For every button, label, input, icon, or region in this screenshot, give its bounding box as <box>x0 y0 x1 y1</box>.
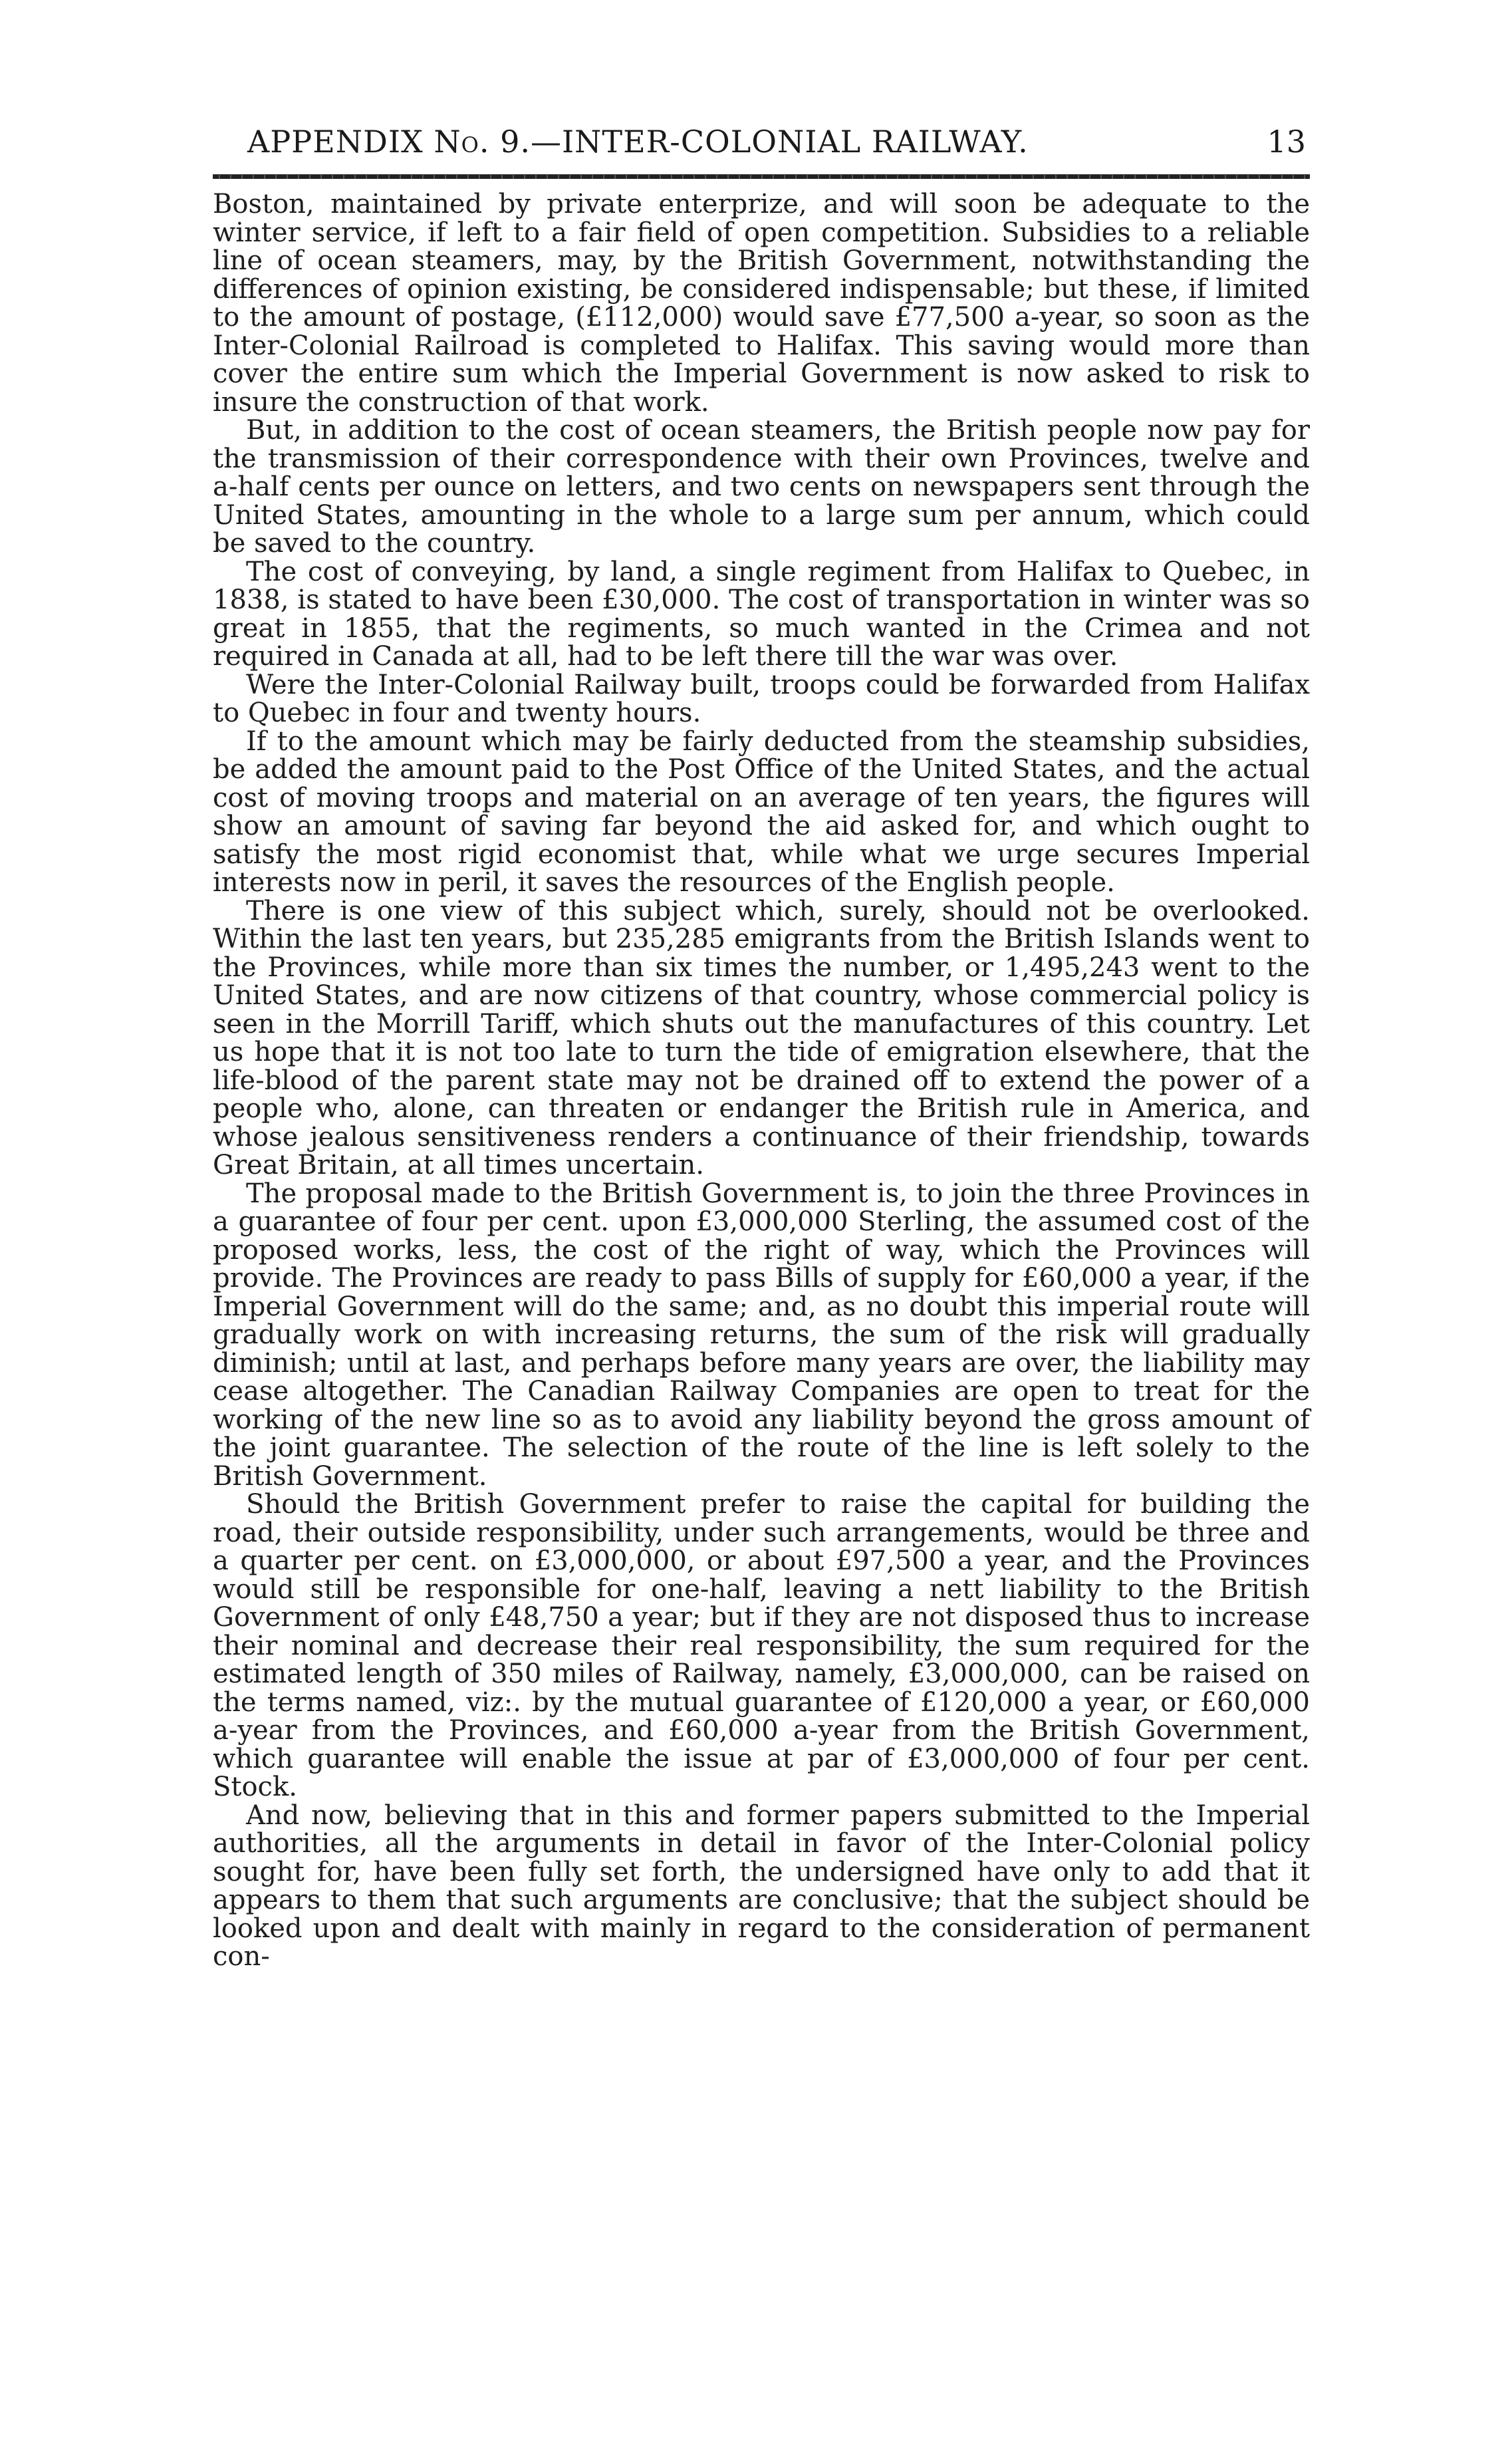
paragraph-postage: But, in addition to the cost of ocean steamers, the British people now pay for the transmission of their correspondence with their own Provinces, twelve and a-half cents per ounce on letters, and two cents on newspapers sent through the United States, amounting in the whole to a large sum per annum, which could be saved to the country. <box>213 415 1310 559</box>
paragraph-proposal: The proposal made to the British Government is, to join the three Provinces in a guarantee of four per cent. upon £3,000,000 Sterling, the assumed cost of the proposed works, less, the cost of the right of way, which the Provinces will provide. The Provinces are ready to pass Bills of supply for £60,000 a year, if the Imperial Government will do the same; and, as no doubt this imperial route will gradually work on with increasing returns, the sum of the risk will gradually diminish; until at last, and perhaps before many years are over, the liability may cease altogether. The Canadian Railway Companies are open to treat for the working of the new line so as to avoid any liability beyond the gross amount of the joint guarantee. The selection of the route of the line is left solely to the British Government. <box>213 1178 1310 1492</box>
paragraph-emigration: There is one view of this subject which, surely, should not be overlooked. Within the last ten years, but 235,285 emigrants from the British Islands went to the Provinces, while more than six times the number, or 1,495,243 went to the United States, and are now citizens of that country, whose commercial policy is seen in the Morrill Tariff, which shuts out the manufactures of this country. Let us hope that it is not too late to turn the tide of emigration elsewhere, that the life-blood of the parent state may not be drained off to extend the power of a people who, alone, can threaten or endanger the British rule in America, and whose jealous sensitiveness renders a continuance of their friendship, towards Great Britain, at all times uncertain. <box>213 895 1310 1180</box>
paragraph-troop-cost: The cost of conveying, by land, a single regiment from Halifax to Quebec, in 1838, is stated to have been £30,000. The cost of transportation in winter was so great in 1855, that the regiments, so much wanted in the Crimea and not required in Canada at all, had to be left there till the war was over. <box>213 556 1310 672</box>
header-rule <box>213 174 1310 179</box>
body-text <box>213 190 1310 2358</box>
running-title: APPENDIX No. 9.—INTER-COLONIAL RAILWAY. <box>247 124 1029 160</box>
running-head <box>247 124 1306 164</box>
paragraph-continuation: Boston, maintained by private enterprize, and will soon be adequate to the winter service, if left to a fair field of open competition. Subsidies to a reliable line of ocean steamers, may, by the British Government, notwithstanding the differences of opinion existing, be considered indispensable; but these, if limited to the amount of postage, (£112,000) would save £77,500 a-year, so soon as the Inter-Colonial Railroad is completed to Halifax. This saving would more than cover the entire sum which the Imperial Government is now asked to risk to insure the construction of that work. <box>213 189 1310 418</box>
paragraph-capital: Should the British Government prefer to raise the capital for building the road, their outside responsibility, under such arrangements, would be three and a quarter per cent. on £3,000,000, or about £97,500 a year, and the Provinces would still be responsible for one-half, leaving a nett liability to the British Government of only £48,750 a year; but if they are not disposed thus to increase their nominal and decrease their real responsibility, the sum required for the estimated length of 350 miles of Railway, namely, £3,000,000, can be raised on the terms named, viz:. by the mutual guarantee of £120,000 a year, or £60,000 a-year from the Provinces, and £60,000 a-year from the British Government, which guarantee will enable the issue at par of £3,000,000 of four per cent. Stock. <box>213 1489 1310 1802</box>
paragraph-conclusion: And now, believing that in this and former papers submitted to the Imperial authorities, all the arguments in detail in favor of the Inter-Colonial policy sought for, have been fully set forth, the undersigned have only to add that it appears to them that such arguments are conclusive; that the subject should be looked upon and dealt with mainly in regard to the consideration of permanent con- <box>213 1800 1310 1972</box>
page-number: 13 <box>1267 124 1306 160</box>
paragraph-troop-speed: Were the Inter-Colonial Railway built, troops could be forwarded from Halifax to Quebec in four and twenty hours. <box>213 669 1310 728</box>
paragraph-savings: If to the amount which may be fairly deducted from the steamship subsidies, be added the amount paid to the Post Office of the United States, and the actual cost of moving troops and material on an average of ten years, the figures will show an amount of saving far beyond the aid asked for, and which ought to satisfy the most rigid economist that, while what we urge secures Imperial interests now in peril, it saves the resources of the English people. <box>213 726 1310 898</box>
